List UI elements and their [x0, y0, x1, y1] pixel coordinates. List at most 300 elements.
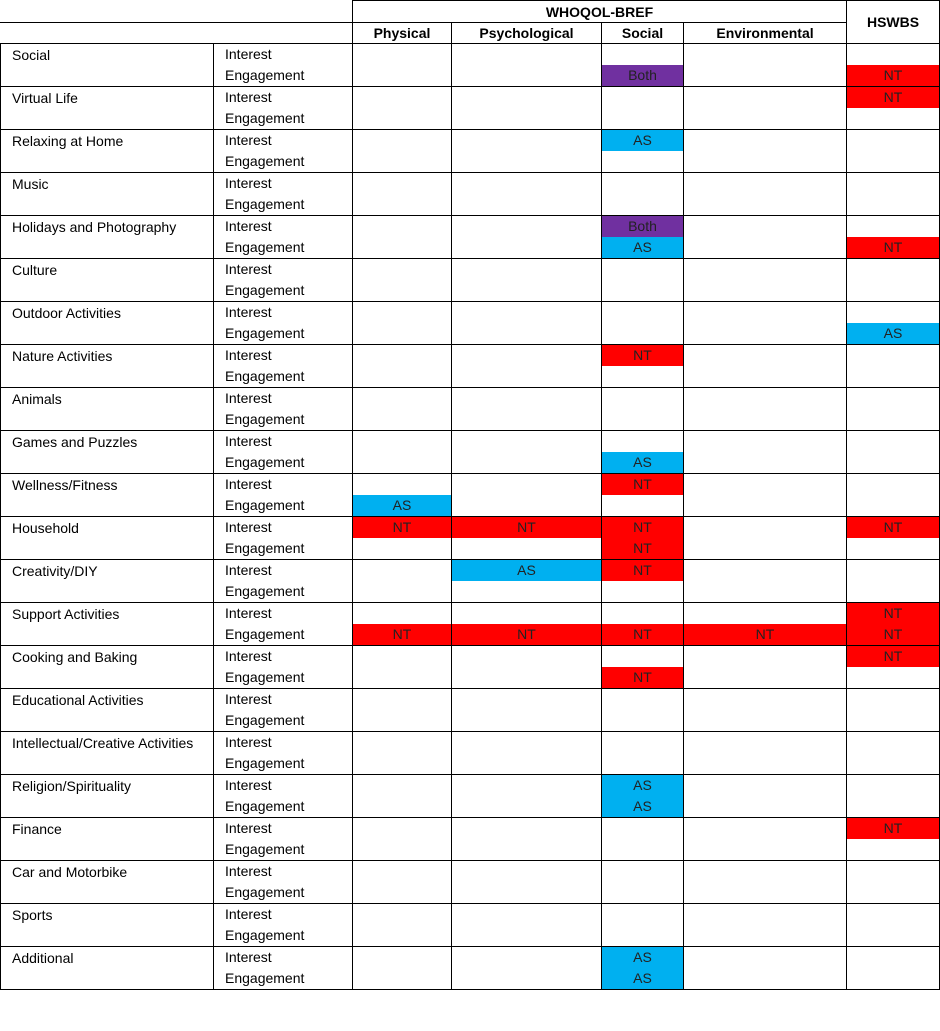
table-row — [1, 904, 940, 947]
cell-social — [602, 345, 684, 388]
empty-slot — [684, 882, 846, 903]
cell-social — [602, 904, 684, 947]
cell-hswbs — [847, 259, 940, 302]
table-row — [1, 560, 940, 603]
interest-result-badge: NT — [602, 517, 683, 538]
empty-slot — [847, 667, 939, 688]
interest-label: Interest — [225, 820, 272, 836]
empty-slot — [847, 259, 939, 280]
cell-environmental — [684, 732, 847, 775]
empty-slot — [602, 882, 683, 903]
table-row — [1, 646, 940, 689]
engagement-label: Engagement — [225, 325, 305, 341]
cell-social — [602, 947, 684, 990]
cell-environmental — [684, 345, 847, 388]
engagement-label: Engagement — [225, 110, 305, 126]
empty-slot — [452, 345, 601, 366]
empty-slot — [452, 646, 601, 667]
empty-slot — [684, 538, 846, 559]
empty-slot — [353, 130, 451, 151]
cell-psychological — [452, 818, 602, 861]
engagement-label: Engagement — [225, 755, 305, 771]
table-row — [1, 431, 940, 474]
engagement-result-badge: NT — [353, 624, 451, 645]
measure-labels — [214, 517, 353, 560]
empty-slot — [602, 818, 683, 839]
empty-slot — [452, 151, 601, 172]
empty-slot — [353, 710, 451, 731]
cell-social — [602, 216, 684, 259]
interest-label: Interest — [225, 132, 272, 148]
interest-label: Interest — [225, 906, 272, 922]
empty-slot — [847, 904, 939, 925]
empty-slot — [684, 861, 846, 882]
empty-slot — [353, 259, 451, 280]
cell-hswbs — [847, 474, 940, 517]
table-row — [1, 732, 940, 775]
empty-slot — [847, 173, 939, 194]
cell-physical — [353, 603, 452, 646]
cell-hswbs — [847, 216, 940, 259]
empty-slot — [847, 495, 939, 516]
empty-slot — [684, 173, 846, 194]
interest-result-badge: NT — [847, 517, 939, 538]
empty-slot — [602, 259, 683, 280]
interest-label: Interest — [225, 390, 272, 406]
cell-physical — [353, 775, 452, 818]
cell-environmental — [684, 44, 847, 87]
empty-slot — [602, 302, 683, 323]
engagement-label: Engagement — [225, 669, 305, 685]
cell-hswbs — [847, 818, 940, 861]
empty-slot — [684, 517, 846, 538]
interest-result-badge: NT — [452, 517, 601, 538]
empty-slot — [452, 904, 601, 925]
interest-label: Interest — [225, 433, 272, 449]
empty-slot — [684, 646, 846, 667]
interest-label: Interest — [225, 476, 272, 492]
empty-slot — [684, 947, 846, 968]
empty-slot — [353, 538, 451, 559]
cell-psychological — [452, 388, 602, 431]
table-row — [1, 216, 940, 259]
empty-slot — [847, 302, 939, 323]
empty-slot — [847, 882, 939, 903]
activity-label: Household — [1, 517, 214, 560]
engagement-label: Engagement — [225, 884, 305, 900]
cell-social — [602, 388, 684, 431]
empty-slot — [684, 65, 846, 86]
cell-psychological — [452, 259, 602, 302]
empty-slot — [847, 710, 939, 731]
cell-environmental — [684, 560, 847, 603]
cell-psychological — [452, 517, 602, 560]
engagement-label: Engagement — [225, 927, 305, 943]
empty-slot — [452, 818, 601, 839]
interest-result-badge: NT — [602, 345, 683, 366]
cell-environmental — [684, 646, 847, 689]
table-row — [1, 818, 940, 861]
engagement-label: Engagement — [225, 970, 305, 986]
cell-physical — [353, 388, 452, 431]
activity-label: Support Activities — [1, 603, 214, 646]
cell-hswbs — [847, 732, 940, 775]
cell-psychological — [452, 947, 602, 990]
activity-label: Games and Puzzles — [1, 431, 214, 474]
table-body — [1, 44, 940, 990]
engagement-result-badge: AS — [602, 796, 683, 817]
table-row — [1, 775, 940, 818]
empty-slot — [684, 474, 846, 495]
cell-environmental — [684, 388, 847, 431]
activity-label: Creativity/DIY — [1, 560, 214, 603]
whoqol-header: WHOQOL-BREF — [353, 1, 847, 23]
cell-environmental — [684, 775, 847, 818]
activity-label: Animals — [1, 388, 214, 431]
empty-slot — [353, 818, 451, 839]
activity-label: Educational Activities — [1, 689, 214, 732]
activity-label: Virtual Life — [1, 87, 214, 130]
empty-slot — [353, 732, 451, 753]
measure-labels — [214, 646, 353, 689]
cell-hswbs — [847, 904, 940, 947]
empty-slot — [353, 775, 451, 796]
empty-slot — [684, 560, 846, 581]
activity-label: Religion/Spirituality — [1, 775, 214, 818]
empty-slot — [847, 431, 939, 452]
cell-psychological — [452, 904, 602, 947]
activity-label: Culture — [1, 259, 214, 302]
table-row — [1, 861, 940, 904]
activity-label: Cooking and Baking — [1, 646, 214, 689]
cell-hswbs — [847, 130, 940, 173]
empty-slot — [452, 237, 601, 258]
activity-label: Additional — [1, 947, 214, 990]
empty-slot — [847, 689, 939, 710]
measure-labels — [214, 775, 353, 818]
cell-physical — [353, 345, 452, 388]
empty-slot — [684, 818, 846, 839]
empty-slot — [602, 87, 683, 108]
measure-labels — [214, 259, 353, 302]
cell-physical — [353, 732, 452, 775]
measure-labels — [214, 87, 353, 130]
engagement-result-badge: AS — [602, 237, 683, 258]
interest-label: Interest — [225, 734, 272, 750]
measure-labels — [214, 130, 353, 173]
cell-physical — [353, 431, 452, 474]
table-row — [1, 474, 940, 517]
cell-social — [602, 732, 684, 775]
interest-label: Interest — [225, 46, 272, 62]
measure-labels — [214, 216, 353, 259]
engagement-label: Engagement — [225, 67, 305, 83]
empty-slot — [452, 452, 601, 473]
empty-slot — [847, 947, 939, 968]
activity-label: Relaxing at Home — [1, 130, 214, 173]
engagement-result-badge: AS — [602, 452, 683, 473]
cell-environmental — [684, 861, 847, 904]
engagement-label: Engagement — [225, 411, 305, 427]
empty-slot — [353, 388, 451, 409]
cell-hswbs — [847, 431, 940, 474]
empty-slot — [452, 87, 601, 108]
empty-slot — [452, 968, 601, 989]
empty-slot — [847, 194, 939, 215]
engagement-result-badge: NT — [847, 65, 939, 86]
col-header-social: Social — [602, 23, 684, 44]
engagement-label: Engagement — [225, 540, 305, 556]
empty-slot — [847, 861, 939, 882]
empty-slot — [684, 495, 846, 516]
interest-result-badge: NT — [353, 517, 451, 538]
col-header-psychological: Psychological — [452, 23, 602, 44]
cell-social — [602, 603, 684, 646]
empty-slot — [353, 237, 451, 258]
empty-slot — [847, 452, 939, 473]
empty-slot — [353, 667, 451, 688]
empty-slot — [602, 710, 683, 731]
engagement-result-badge: AS — [353, 495, 451, 516]
cell-social — [602, 646, 684, 689]
empty-slot — [452, 495, 601, 516]
empty-slot — [847, 409, 939, 430]
cell-social — [602, 173, 684, 216]
cell-physical — [353, 861, 452, 904]
empty-slot — [847, 538, 939, 559]
empty-slot — [353, 968, 451, 989]
empty-slot — [452, 302, 601, 323]
empty-slot — [452, 280, 601, 301]
empty-slot — [353, 581, 451, 602]
empty-slot — [452, 388, 601, 409]
empty-slot — [847, 280, 939, 301]
cell-hswbs — [847, 517, 940, 560]
activity-label: Car and Motorbike — [1, 861, 214, 904]
empty-slot — [602, 173, 683, 194]
empty-slot — [353, 345, 451, 366]
engagement-label: Engagement — [225, 497, 305, 513]
empty-slot — [684, 323, 846, 344]
empty-slot — [353, 65, 451, 86]
cell-hswbs — [847, 87, 940, 130]
activity-label: Music — [1, 173, 214, 216]
empty-slot — [353, 839, 451, 860]
cell-physical — [353, 560, 452, 603]
cell-psychological — [452, 44, 602, 87]
measure-labels — [214, 947, 353, 990]
cell-environmental — [684, 474, 847, 517]
table-row — [1, 44, 940, 87]
cell-psychological — [452, 431, 602, 474]
interest-label: Interest — [225, 218, 272, 234]
empty-slot — [684, 87, 846, 108]
empty-slot — [684, 452, 846, 473]
table-row — [1, 345, 940, 388]
empty-slot — [684, 237, 846, 258]
empty-slot — [452, 689, 601, 710]
empty-slot — [602, 194, 683, 215]
interest-label: Interest — [225, 949, 272, 965]
empty-slot — [847, 968, 939, 989]
table-row — [1, 87, 940, 130]
table-row — [1, 517, 940, 560]
empty-slot — [684, 108, 846, 129]
cell-physical — [353, 87, 452, 130]
interest-result-badge: NT — [602, 560, 683, 581]
interest-label: Interest — [225, 304, 272, 320]
empty-slot — [847, 44, 939, 65]
engagement-label: Engagement — [225, 153, 305, 169]
measure-labels — [214, 173, 353, 216]
cell-psychological — [452, 603, 602, 646]
empty-slot — [602, 431, 683, 452]
empty-slot — [452, 474, 601, 495]
cell-psychological — [452, 861, 602, 904]
table-row — [1, 388, 940, 431]
activity-label: Holidays and Photography — [1, 216, 214, 259]
cell-social — [602, 302, 684, 345]
cell-environmental — [684, 603, 847, 646]
empty-slot — [452, 710, 601, 731]
activity-label: Intellectual/Creative Activities — [1, 732, 214, 775]
interest-label: Interest — [225, 261, 272, 277]
empty-slot — [602, 753, 683, 774]
empty-slot — [602, 732, 683, 753]
cell-social — [602, 431, 684, 474]
empty-slot — [847, 560, 939, 581]
cell-physical — [353, 947, 452, 990]
empty-slot — [353, 947, 451, 968]
interest-result-badge: AS — [602, 947, 683, 968]
empty-slot — [684, 667, 846, 688]
corner-blank — [1, 1, 353, 23]
empty-slot — [602, 925, 683, 946]
empty-slot — [353, 280, 451, 301]
cell-environmental — [684, 517, 847, 560]
empty-slot — [353, 474, 451, 495]
empty-slot — [684, 130, 846, 151]
empty-slot — [452, 882, 601, 903]
interest-result-badge: NT — [847, 646, 939, 667]
empty-slot — [452, 194, 601, 215]
cell-environmental — [684, 87, 847, 130]
empty-slot — [452, 581, 601, 602]
empty-slot — [452, 108, 601, 129]
interest-result-badge: AS — [602, 775, 683, 796]
cell-hswbs — [847, 947, 940, 990]
empty-slot — [684, 925, 846, 946]
table-row — [1, 689, 940, 732]
empty-slot — [452, 409, 601, 430]
interest-label: Interest — [225, 863, 272, 879]
engagement-result-badge: NT — [684, 624, 846, 645]
interest-result-badge: NT — [847, 87, 939, 108]
empty-slot — [602, 151, 683, 172]
interest-result-badge: AS — [602, 130, 683, 151]
empty-slot — [684, 280, 846, 301]
cell-social — [602, 861, 684, 904]
table-row — [1, 173, 940, 216]
empty-slot — [353, 409, 451, 430]
empty-slot — [602, 839, 683, 860]
cell-environmental — [684, 689, 847, 732]
cell-hswbs — [847, 345, 940, 388]
cell-environmental — [684, 259, 847, 302]
empty-slot — [684, 388, 846, 409]
empty-slot — [684, 968, 846, 989]
engagement-result-badge: NT — [602, 667, 683, 688]
empty-slot — [684, 366, 846, 387]
empty-slot — [452, 603, 601, 624]
measure-labels — [214, 44, 353, 87]
interest-label: Interest — [225, 562, 272, 578]
cell-hswbs — [847, 603, 940, 646]
cell-psychological — [452, 560, 602, 603]
interest-result-badge: NT — [847, 818, 939, 839]
empty-slot — [452, 323, 601, 344]
empty-slot — [452, 732, 601, 753]
empty-slot — [847, 151, 939, 172]
empty-slot — [684, 431, 846, 452]
empty-slot — [602, 108, 683, 129]
empty-slot — [353, 44, 451, 65]
empty-slot — [684, 345, 846, 366]
empty-slot — [353, 646, 451, 667]
empty-slot — [602, 409, 683, 430]
empty-slot — [452, 65, 601, 86]
empty-slot — [353, 560, 451, 581]
cell-physical — [353, 904, 452, 947]
engagement-label: Engagement — [225, 282, 305, 298]
empty-slot — [353, 904, 451, 925]
empty-slot — [353, 925, 451, 946]
empty-slot — [847, 216, 939, 237]
engagement-result-badge: NT — [602, 624, 683, 645]
cell-environmental — [684, 947, 847, 990]
engagement-result-badge: NT — [452, 624, 601, 645]
cell-psychological — [452, 87, 602, 130]
engagement-result-badge: AS — [602, 968, 683, 989]
interest-label: Interest — [225, 691, 272, 707]
engagement-label: Engagement — [225, 368, 305, 384]
cell-psychological — [452, 216, 602, 259]
corner-blank-2 — [1, 23, 353, 44]
table-row — [1, 947, 940, 990]
activity-label: Wellness/Fitness — [1, 474, 214, 517]
empty-slot — [452, 216, 601, 237]
cell-physical — [353, 259, 452, 302]
table-row — [1, 130, 940, 173]
empty-slot — [353, 431, 451, 452]
empty-slot — [602, 495, 683, 516]
empty-slot — [353, 366, 451, 387]
cell-social — [602, 259, 684, 302]
cell-hswbs — [847, 861, 940, 904]
empty-slot — [847, 581, 939, 602]
measure-labels — [214, 345, 353, 388]
empty-slot — [684, 689, 846, 710]
empty-slot — [452, 796, 601, 817]
activity-label: Social — [1, 44, 214, 87]
empty-slot — [684, 839, 846, 860]
engagement-label: Engagement — [225, 626, 305, 642]
cell-social — [602, 87, 684, 130]
empty-slot — [602, 603, 683, 624]
cell-psychological — [452, 775, 602, 818]
empty-slot — [847, 839, 939, 860]
empty-slot — [847, 130, 939, 151]
